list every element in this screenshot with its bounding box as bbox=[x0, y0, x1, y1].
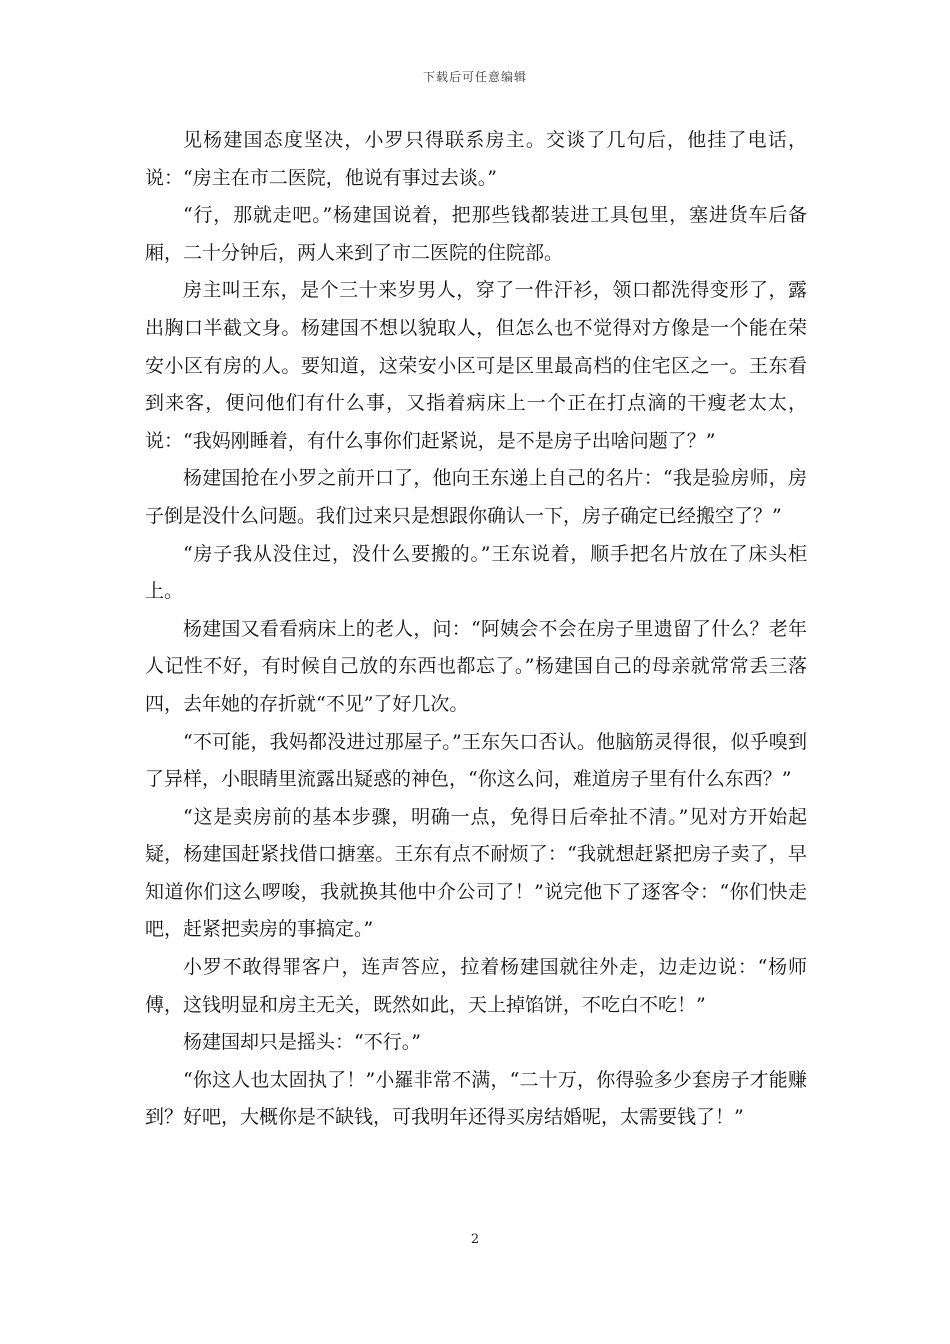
paragraph: “不可能，我妈都没进过那屋子。”王东矢口否认。他脑筋灵得很，似乎嗅到了异样，小眼睛里流露出疑惑的神色，“你这么问，难道房子里有什么东西？” bbox=[145, 730, 807, 791]
page-number: 2 bbox=[470, 1232, 480, 1247]
body-text bbox=[145, 122, 807, 1137]
paragraph: “这是卖房前的基本步骤，明确一点，免得日后牵扯不清。”见对方开始起疑，杨建国赶紧找借口搪塞。王东有点不耐烦了：“我就想赶紧把房子卖了，早知道你们这么啰唆，我就换其他中介公司了！”说完他下了逐客令：“你们快走吧，赶紧把卖房的事搞定。” bbox=[145, 805, 807, 941]
paragraph: 见杨建国态度坚决，小罗只得联系房主。交谈了几句后，他挂了电话，说：“房主在市二医院，他说有事过去谈。” bbox=[145, 129, 807, 189]
paragraph: 杨建国却只是摇头：“不行。” bbox=[183, 1031, 421, 1054]
paragraph: 杨建国又看看病床上的老人，问：“阿姨会不会在房子里遗留了什么？老年人记性不好，有时候自己放的东西也都忘了。”杨建国自己的母亲就常常丢三落四，去年她的存折就“不见”了好几次。 bbox=[145, 617, 807, 715]
paragraph: 杨建国抢在小罗之前开口了，他向王东递上自己的名片：“我是验房师，房子倒是没什么问题。我们过来只是想跟你确认一下，房子确定已经搬空了？” bbox=[145, 467, 807, 527]
paragraph: 小罗不敢得罪客户，连声答应，拉着杨建国就往外走，边走边说：“杨师傅，这钱明显和房主无关，既然如此，天上掉馅饼，不吃白不吃！” bbox=[145, 956, 807, 1016]
paragraph: “行，那就走吧。”杨建国说着，把那些钱都装进工具包里，塞进货车后备厢，二十分钟后，两人来到了市二医院的住院部。 bbox=[145, 204, 807, 264]
page-header: 下载后可任意编辑 bbox=[422, 70, 527, 84]
paragraph: “房子我从没住过，没什么要搬的。”王东说着，顺手把名片放在了床头柜上。 bbox=[145, 542, 807, 603]
paragraph: “你这人也太固执了！”小羅非常不满，“二十万，你得验多少套房子才能赚到？好吧，大概你是不缺钱，可我明年还得买房结婚呢，太需要钱了！” bbox=[145, 1068, 807, 1129]
paragraph: 房主叫王东，是个三十来岁男人，穿了一件汗衫，领口都洗得变形了，露出胸口半截文身。杨建国不想以貌取人，但怎么也不觉得对方像是一个能在荣安小区有房的人。要知道，这荣安小区可是区里最高档的住宅区之一。王东看到来客，便问他们有什么事，又指着病床上一个正在打点滴的干瘦老太太，说：“我妈刚睡着，有什么事你们赶紧说，是不是房子出啥问题了？” bbox=[145, 279, 807, 452]
